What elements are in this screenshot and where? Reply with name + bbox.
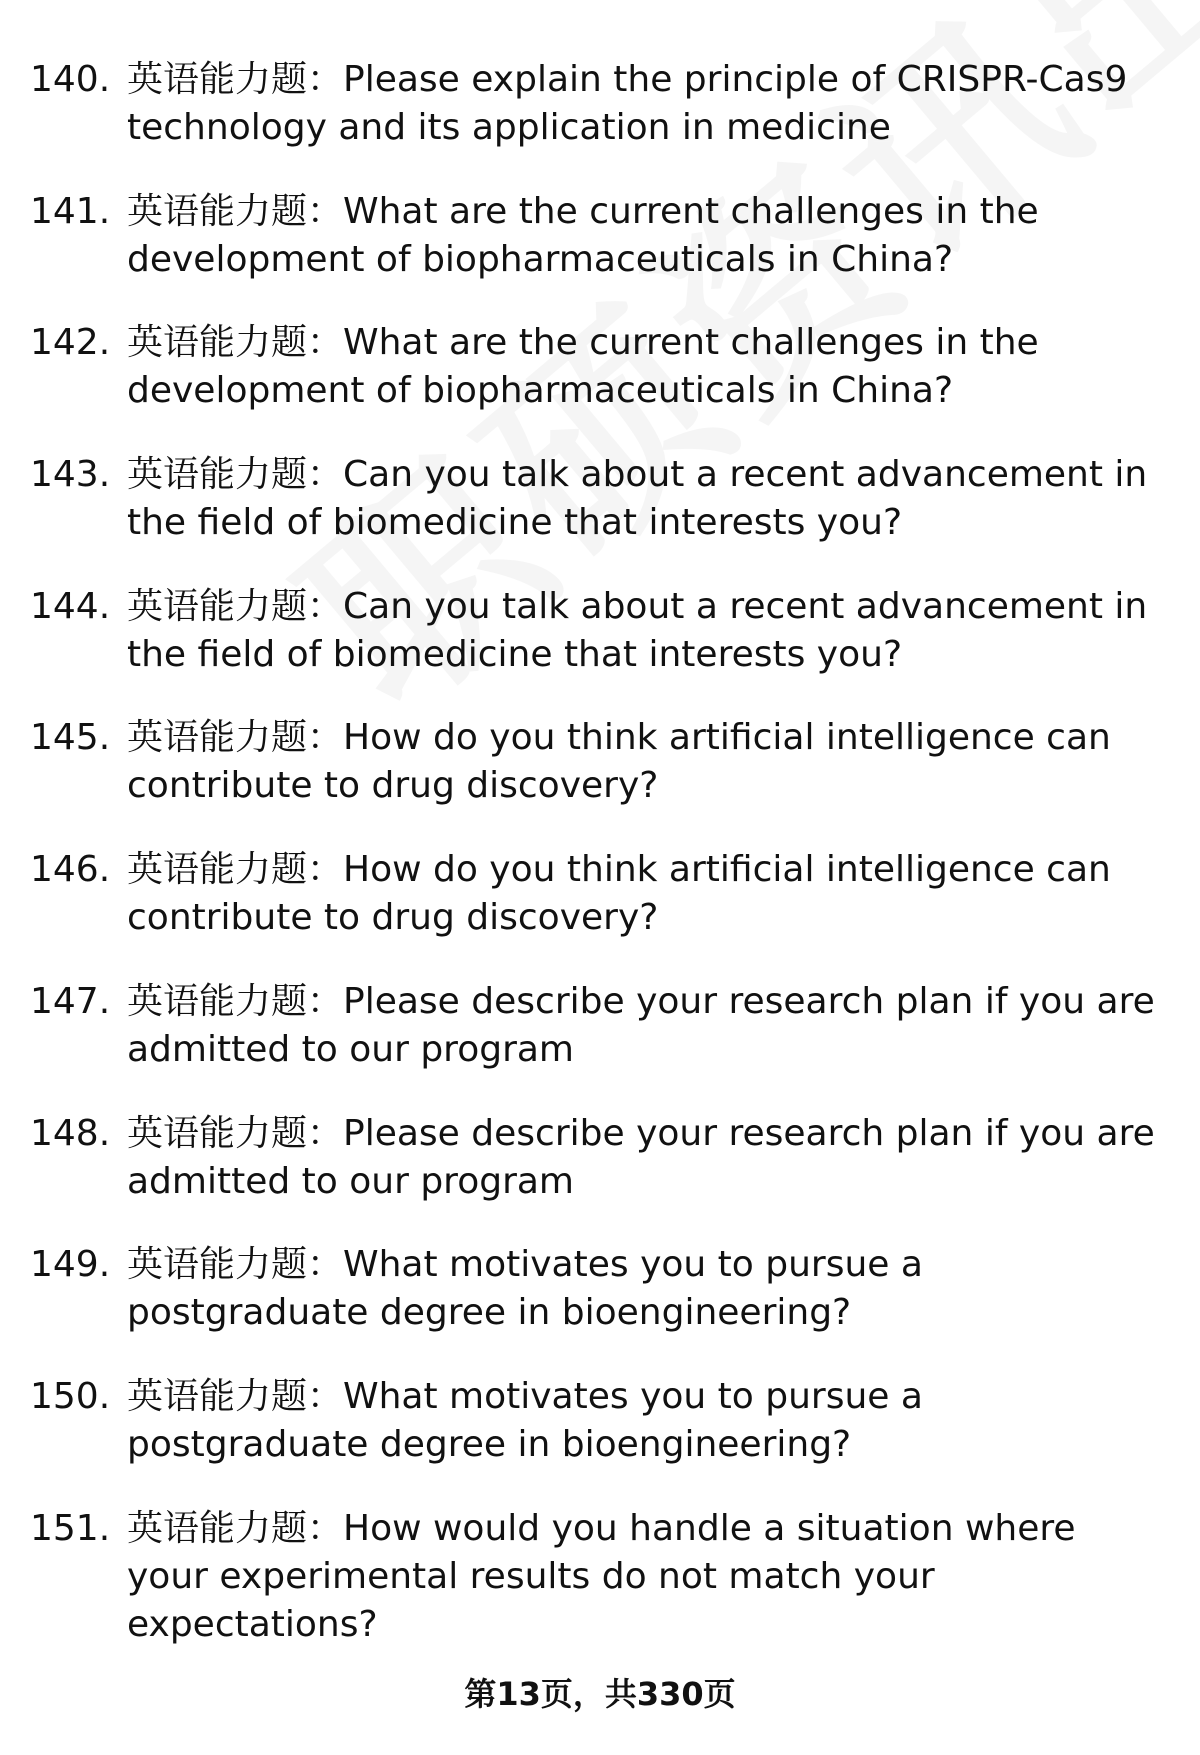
list-item bbox=[0, 451, 1200, 583]
item-text: 英语能力题：Can you talk about a recent advancement in the field of biomedicine that interests you? bbox=[127, 585, 1148, 675]
list-item bbox=[0, 583, 1200, 715]
item-text: 英语能力题：Can you talk about a recent advancement in the field of biomedicine that interests you? bbox=[127, 454, 1148, 544]
item-number: 143. bbox=[30, 454, 111, 496]
item-number: 145. bbox=[30, 717, 111, 759]
item-number: 146. bbox=[30, 849, 111, 891]
item-text: 英语能力题：Please describe your research plan if you are admitted to our program bbox=[127, 1112, 1155, 1202]
item-text: 英语能力题：What motivates you to pursue a postgraduate degree in bioengineering? bbox=[127, 1244, 923, 1334]
list-item bbox=[0, 714, 1200, 846]
list-item bbox=[0, 978, 1200, 1110]
question-list bbox=[0, 56, 1200, 1645]
page-footer: 第13页，共330页 bbox=[464, 1675, 736, 1713]
list-item bbox=[0, 319, 1200, 451]
item-text: 英语能力题：What are the current challenges in the development of biopharmaceuticals in China? bbox=[127, 190, 1039, 280]
list-item bbox=[0, 188, 1200, 320]
item-text: 英语能力题：Please describe your research plan if you are admitted to our program bbox=[127, 980, 1155, 1070]
list-item bbox=[0, 56, 1200, 188]
item-text: 英语能力题：What are the current challenges in the development of biopharmaceuticals in China? bbox=[127, 322, 1039, 412]
item-number: 147. bbox=[30, 980, 111, 1022]
list-item bbox=[0, 1241, 1200, 1373]
item-number: 151. bbox=[30, 1507, 111, 1549]
item-number: 148. bbox=[30, 1112, 111, 1154]
item-text: 英语能力题：How do you think artificial intelligence can contribute to drug discovery? bbox=[127, 717, 1111, 807]
item-number: 142. bbox=[30, 322, 111, 364]
list-item bbox=[0, 846, 1200, 978]
item-text: 英语能力题：What motivates you to pursue a postgraduate degree in bioengineering? bbox=[127, 1375, 923, 1465]
item-number: 141. bbox=[30, 190, 111, 232]
item-number: 144. bbox=[30, 585, 111, 627]
list-item bbox=[0, 1110, 1200, 1242]
item-text: 英语能力题：How would you handle a situation where your experimental results do not match your expectations? bbox=[127, 1507, 1076, 1645]
item-number: 150. bbox=[30, 1375, 111, 1417]
item-text: 英语能力题：Please explain the principle of CRISPR-Cas9 technology and its application in medicine bbox=[127, 59, 1128, 148]
item-text: 英语能力题：How do you think artificial intelligence can contribute to drug discovery? bbox=[127, 849, 1111, 939]
item-number: 149. bbox=[30, 1244, 111, 1286]
list-item bbox=[0, 1373, 1200, 1505]
list-item bbox=[0, 1505, 1200, 1645]
item-number: 140. bbox=[30, 59, 111, 100]
